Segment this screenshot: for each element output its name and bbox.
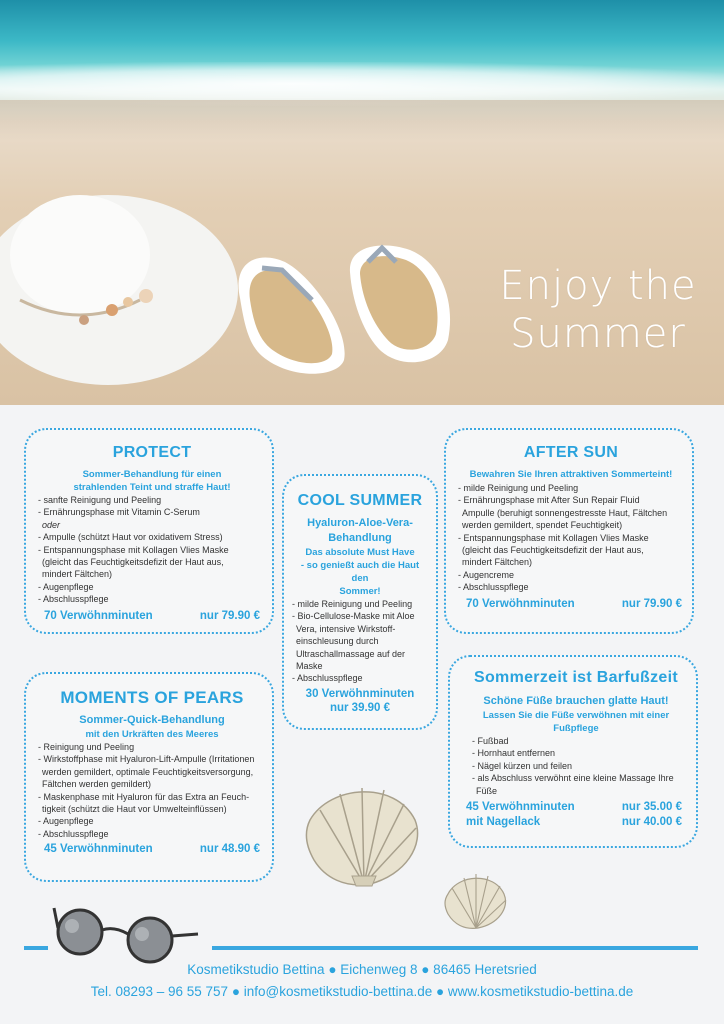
protect-subtitle-2: strahlenden Teint und straffe Haut! xyxy=(73,482,231,493)
barfuss-box xyxy=(448,655,698,848)
cool-summer-title: COOL SUMMER xyxy=(297,492,423,509)
after-sun-subtitle: Bewahren Sie Ihren attraktiven Sommerteint! xyxy=(469,469,673,480)
list-item: - Maskenphase mit Hyaluron für das Extra an Feuch- xyxy=(38,791,250,802)
list-item: mindert Fältchen) xyxy=(42,569,113,580)
barfuss-duration-2: mit Nagellack xyxy=(466,816,541,829)
after-sun-title: AFTER SUN xyxy=(523,444,619,461)
list-item: - Ernährungsphase mit Vitamin C-Serum xyxy=(38,507,200,518)
list-item: - Entspannungsphase mit Kollagen Vlies Maske xyxy=(458,532,649,543)
list-item: - Abschlusspflege xyxy=(38,594,109,605)
cool-summer-tag-3: Sommer! xyxy=(339,586,381,597)
list-item: tigkeit (schützt die Haut vor Umwelteinflüssen) xyxy=(42,804,227,815)
list-item: Vera, intensive Wirkstoff- xyxy=(296,623,396,634)
list-item: Fältchen werden gemildert) xyxy=(42,779,152,790)
after-sun-duration: 70 Verwöhnminuten xyxy=(466,597,575,610)
list-item: - Entspannungsphase mit Kollagen Vlies Maske xyxy=(38,544,229,555)
sunglasses-icon xyxy=(52,900,202,970)
footer-divider-right xyxy=(212,946,698,950)
moments-subtitle-2: mit den Urkräften des Meeres xyxy=(85,729,219,740)
list-item: - als Abschluss verwöhnt eine kleine Massage Ihre xyxy=(472,773,674,784)
list-item: - Augenpflege xyxy=(38,581,94,592)
cool-summer-duration: 30 Verwöhnminuten xyxy=(305,687,415,700)
list-item: (gleicht das Feuchtigkeitsdefizit der Haut aus, xyxy=(462,545,644,556)
barfuss-title: Sommerzeit ist Barfußzeit xyxy=(474,669,678,686)
after-sun-box xyxy=(444,428,694,634)
cool-summer-price: nur 39.90 € xyxy=(329,701,391,714)
hero-image xyxy=(0,0,724,405)
cool-summer-box xyxy=(282,474,438,730)
list-item: - milde Reinigung und Peeling xyxy=(458,483,579,493)
protect-price: nur 79.90 € xyxy=(199,609,260,622)
sun-hat xyxy=(0,195,238,385)
footer-contact: Tel. 08293 – 96 55 757 ● info@kosmetikstudio-bettina.de ● www.kosmetikstudio-bettina.de xyxy=(90,984,634,999)
barfuss-price-2: nur 40.00 € xyxy=(621,816,682,829)
cool-summer-tag-2: - so genießt auch die Haut den xyxy=(300,560,420,584)
moments-subtitle-1: Sommer-Quick-Behandlung xyxy=(79,714,225,726)
list-item: - Ampulle (schützt Haut vor oxidativem Stress) xyxy=(38,532,223,543)
moments-of-pears-box xyxy=(24,672,274,882)
barfuss-price-row-1 xyxy=(464,801,688,813)
list-item: - Augencreme xyxy=(458,569,515,580)
protect-duration: 70 Verwöhnminuten xyxy=(44,609,153,622)
hero-title xyxy=(488,262,708,358)
list-item: (gleicht das Feuchtigkeitsdefizit der Haut aus, xyxy=(42,557,224,568)
protect-subtitle-1: Sommer-Behandlung für einen xyxy=(82,469,222,480)
footer-address: Kosmetikstudio Bettina ● Eichenweg 8 ● 86465 Heretsried xyxy=(187,962,537,977)
protect-title: PROTECT xyxy=(112,444,192,461)
list-item: Füße xyxy=(476,785,498,796)
list-item: werden gemildert, spendet Feuchtigkeit) xyxy=(462,520,623,531)
barfuss-subtitle: Schöne Füße brauchen glatte Haut! xyxy=(483,695,669,707)
barfuss-price-row-2 xyxy=(464,816,688,828)
hero-title-line1: Enjoy the xyxy=(499,263,697,309)
after-sun-price: nur 79.90 € xyxy=(621,597,682,610)
cool-summer-subtitle-2: Behandlung xyxy=(328,532,392,544)
list-item: Ultraschallmassage auf der xyxy=(296,648,406,659)
list-item: - Fußbad xyxy=(472,736,509,746)
list-item: - Hornhaut entfernen xyxy=(472,748,556,759)
cool-summer-subtitle-1: Hyaluron-Aloe-Vera- xyxy=(307,517,413,529)
moments-title: MOMENTS OF PEARS xyxy=(60,688,244,707)
list-item: - Nägel kürzen und feilen xyxy=(472,760,573,771)
after-sun-price-row xyxy=(458,598,684,610)
moments-price-row xyxy=(38,843,266,855)
list-item: - Abschlusspflege xyxy=(38,828,109,839)
list-item: Maske xyxy=(296,661,323,672)
list-item: - Ernährungsphase mit After Sun Repair Fluid xyxy=(458,495,640,506)
list-item: - milde Reinigung und Peeling xyxy=(292,599,413,609)
list-item: - Abschlusspflege xyxy=(292,673,363,684)
list-item: - Reinigung und Peeling xyxy=(38,742,135,752)
list-item: - Abschlusspflege xyxy=(458,582,529,593)
moments-duration: 45 Verwöhnminuten xyxy=(44,843,153,856)
barfuss-intro: Lassen Sie die Füße verwöhnen mit einer Fußpflege xyxy=(482,710,670,734)
list-item: - sanfte Reinigung und Peeling xyxy=(38,495,162,505)
cool-summer-tag-1: Das absolute Must Have xyxy=(305,547,415,558)
seashell-small-icon xyxy=(442,870,510,932)
moments-price: nur 48.90 € xyxy=(199,843,260,856)
list-item: einschleusung durch xyxy=(296,636,379,647)
list-item: oder xyxy=(42,519,61,530)
list-item: mindert Fältchen) xyxy=(462,557,533,568)
right-flip-flop xyxy=(350,245,450,362)
protect-box xyxy=(24,428,274,634)
list-item: - Wirkstoffphase mit Hyaluron-Lift-Ampulle (Irritationen xyxy=(38,754,255,765)
barfuss-price-1: nur 35.00 € xyxy=(621,801,682,814)
hero-title-line2: Summer xyxy=(510,311,686,357)
protect-price-row xyxy=(38,610,266,622)
list-item: Ampulle (beruhigt sonnengestresste Haut, Fältchen xyxy=(462,507,668,518)
list-item: werden gemildert, optimale Feuchtigkeitsversorgung, xyxy=(42,766,254,777)
list-item: - Augenpflege xyxy=(38,816,94,827)
footer-divider-left xyxy=(24,946,48,950)
barfuss-duration-1: 45 Verwöhnminuten xyxy=(466,801,575,814)
seashell-large-icon xyxy=(300,780,424,890)
list-item: - Bio-Cellulose-Maske mit Aloe xyxy=(292,611,415,622)
left-flip-flop xyxy=(239,258,345,374)
